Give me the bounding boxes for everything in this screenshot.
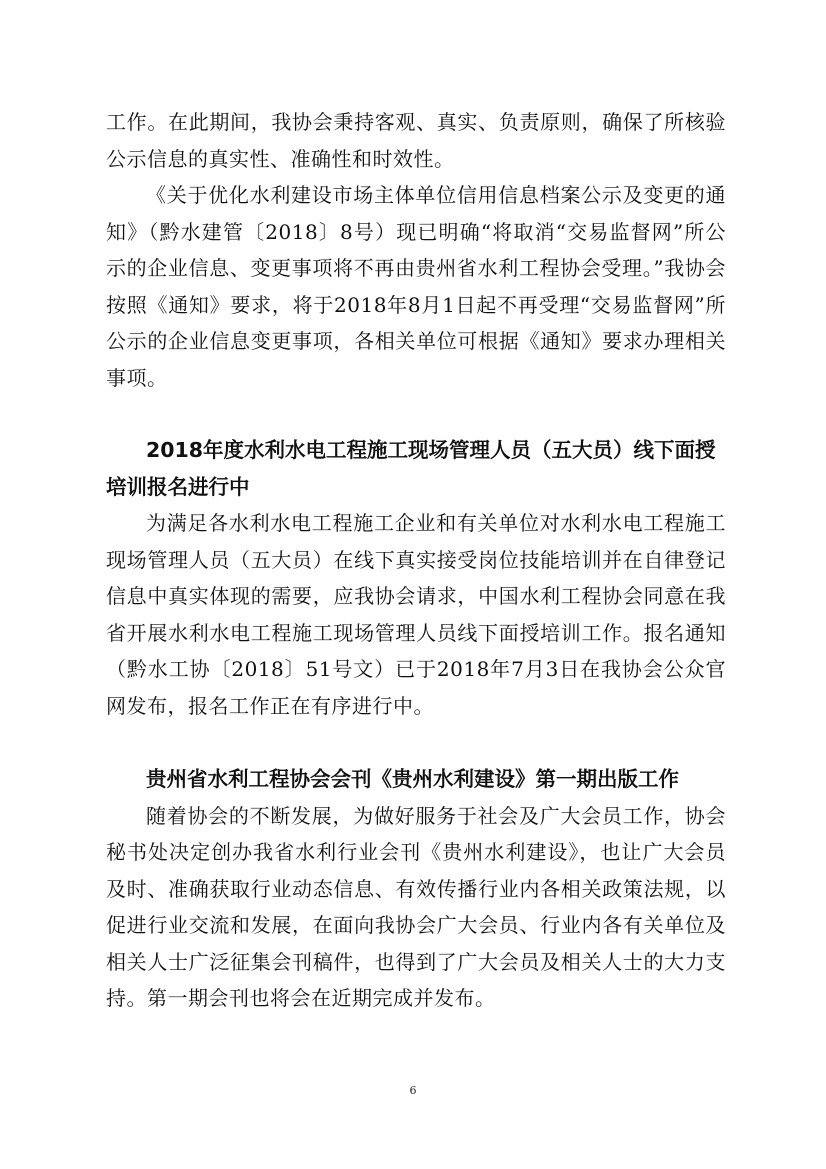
section-spacer [106,396,726,432]
journal-paragraph: 随着协会的不断发展，为做好服务于社会及广大会员工作，协会秘书处决定创办我省水利行业会刊《贵州水利建设》，也让广大会员及时、准确获取行业动态信息、有效传播行业内各相关政策法规，以促进行业交流和发展，在面向我协会广大会员、行业内各有关单位及相关人士广泛征集会刊稿件，也得到了广大会员及相关人士的大力支持。第一期会刊也将会在近期完成并发布。 [106,803,726,1010]
notice-paragraph: 《关于优化水利建设市场主体单位信用信息档案公示及变更的通知》（黔水建管〔2018〕8号）现已明确“将取消“交易监督网”所公示的企业信息、变更事项将不再由贵州省水利工程协会受理。”我协会按照《通知》要求，将于2018年8月1日起不再受理“交易监督网”所公示的企业信息变更事项，各相关单位可根据《通知》要求办理相关事项。 [106,183,726,390]
document-page [106,104,726,1017]
continuation-paragraph: 工作。在此期间，我协会秉持客观、真实、负责原则，确保了所核验公示信息的真实性、准确性和时效性。 [106,110,726,171]
training-paragraph: 为满足各水利水电工程施工企业和有关单位对水利水电工程施工现场管理人员（五大员）在线下真实接受岗位技能培训并在自律登记信息中真实体现的需要，应我协会请求，中国水利工程协会同意在我省开展水利水电工程施工现场管理人员线下面授培训工作。报名通知（黔水工协〔2018〕51号文）已于2018年7月3日在我协会公众官网发布，报名工作正在有序进行中。 [106,511,726,718]
page-number: 6 [409,1084,417,1097]
section-heading-journal: 贵州省水利工程协会会刊《贵州水利建设》第一期出版工作 [146,767,679,791]
section-spacer [106,724,726,761]
section-heading-training: 2018年度水利水电工程施工现场管理人员（五大员）线下面授培训报名进行中 [106,438,716,499]
